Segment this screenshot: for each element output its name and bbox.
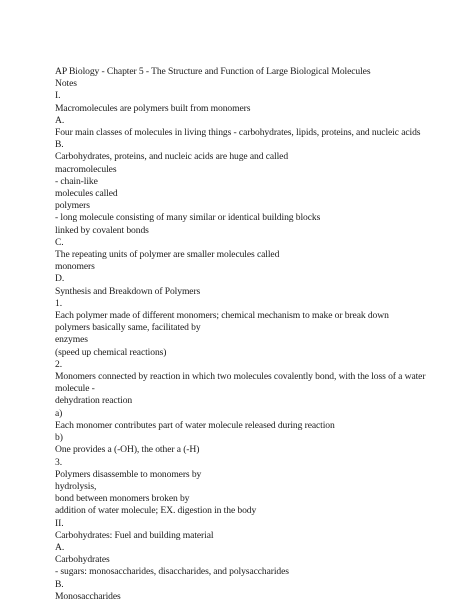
term-line: dehydration reaction bbox=[55, 395, 133, 407]
term-line: Monosaccharides bbox=[55, 590, 121, 602]
section-marker: II. bbox=[55, 517, 64, 529]
notes-label: Notes bbox=[55, 78, 77, 90]
text-line: polymers basically same, facilitated by bbox=[55, 322, 201, 334]
section-marker: D. bbox=[55, 273, 65, 285]
section-marker: A. bbox=[55, 114, 65, 126]
subsection-heading: Carbohydrates: Fuel and building material bbox=[55, 529, 214, 541]
text-line: - sugars: monosaccharides, disaccharides, and polysaccharides bbox=[55, 566, 289, 578]
term-line: monomers bbox=[55, 261, 95, 273]
subsection-heading: Synthesis and Breakdown of Polymers bbox=[55, 285, 201, 297]
text-line: The repeating units of polymer are smaller molecules called bbox=[55, 249, 280, 261]
section-marker: I. bbox=[55, 90, 61, 102]
section-marker: B. bbox=[55, 578, 64, 590]
term-line: macromolecules bbox=[55, 163, 117, 175]
text-line: Polymers disassemble to monomers by bbox=[55, 468, 202, 480]
text-line: molecules called bbox=[55, 188, 118, 200]
text-line: bond between monomers broken by bbox=[55, 493, 190, 505]
text-line: (speed up chemical reactions) bbox=[55, 346, 167, 358]
text-line: Each polymer made of different monomers; chemical mechanism to make or break down bbox=[55, 310, 389, 322]
section-marker: B. bbox=[55, 139, 64, 151]
section-marker: A. bbox=[55, 541, 65, 553]
section-marker: 3. bbox=[55, 456, 62, 468]
notes-body bbox=[55, 66, 435, 603]
text-line: - long molecule consisting of many similar or identical building blocks bbox=[55, 212, 321, 224]
text-line: addition of water molecule; EX. digestion in the body bbox=[55, 505, 257, 517]
section-marker: b) bbox=[55, 432, 63, 444]
text-line: Monomers connected by reaction in which two molecules covalently bond, with the loss of a water molecule - bbox=[55, 371, 426, 395]
text-line: - chain-like bbox=[55, 175, 98, 187]
text-line: Macromolecules are polymers built from monomers bbox=[55, 102, 251, 114]
section-marker: 2. bbox=[55, 358, 62, 370]
text-line: Four main classes of molecules in living things - carbohydrates, lipids, proteins, and nucleic acids bbox=[55, 127, 421, 139]
term-line: Carbohydrates bbox=[55, 554, 110, 566]
section-marker: 1. bbox=[55, 297, 62, 309]
term-line: hydrolysis, bbox=[55, 480, 97, 492]
text-line: Each monomer contributes part of water molecule released during reaction bbox=[55, 419, 335, 431]
text-line: One provides a (-OH), the other a (-H) bbox=[55, 444, 200, 456]
text-line: Carbohydrates, proteins, and nucleic acids are huge and called bbox=[55, 151, 289, 163]
term-line: polymers bbox=[55, 200, 90, 212]
section-marker: C. bbox=[55, 236, 64, 248]
term-line: enzymes bbox=[55, 334, 88, 346]
document-title: AP Biology - Chapter 5 - The Structure and Function of Large Biological Molecules bbox=[55, 66, 371, 77]
text-line: linked by covalent bonds bbox=[55, 224, 149, 236]
section-marker: a) bbox=[55, 407, 63, 419]
